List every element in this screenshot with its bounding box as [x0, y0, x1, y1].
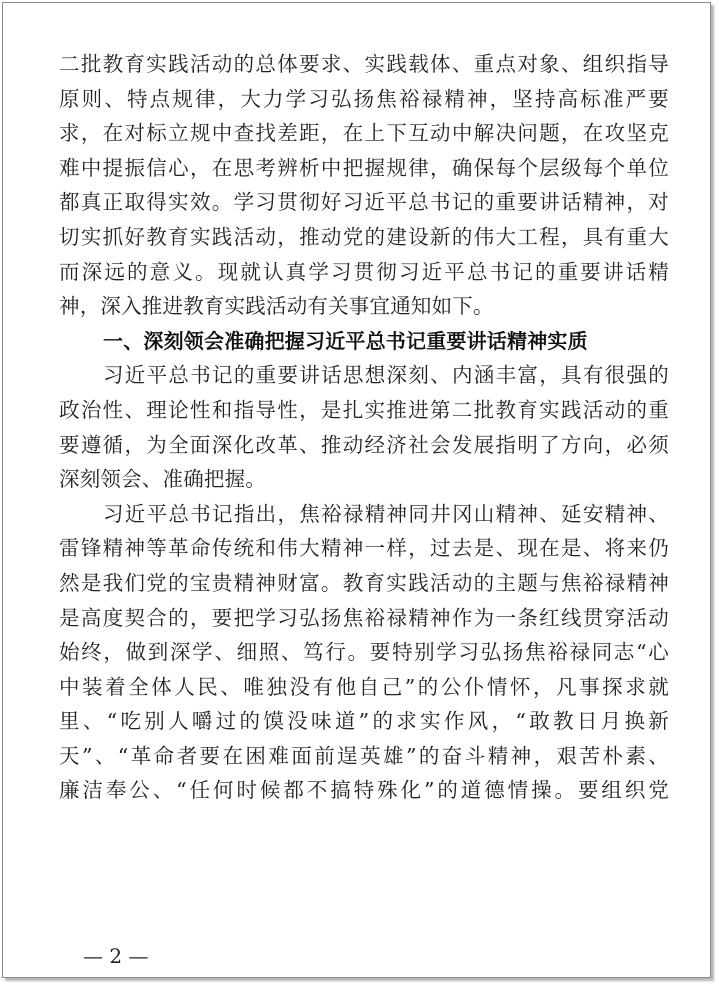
text-line: 是高度契合的，要把学习弘扬焦裕禄精神作为一条红线贯穿活动 — [59, 605, 669, 630]
text-line: 然是我们党的宝贵精神财富。教育实践活动的主题与焦裕禄精神 — [59, 570, 669, 595]
text-line: 都真正取得实效。学习贯彻好习近平总书记的重要讲话精神，对 — [59, 190, 669, 215]
text-line: 要遵循，为全面深化改革、推动经济社会发展指明了方向，必须 — [59, 432, 669, 457]
text-line: 求，在对标立规中查找差距，在上下互动中解决问题，在攻坚克 — [59, 121, 669, 146]
text-line: 难中提振信心，在思考辨析中把握规律，确保每个层级每个单位 — [59, 155, 669, 180]
document-body — [59, 47, 669, 808]
text-line: 神，深入推进教育实践活动有关事宜通知如下。 — [59, 294, 494, 319]
text-line: 原则、特点规律，大力学习弘扬焦裕禄精神，坚持高标准严要 — [59, 86, 669, 111]
text-line: 深刻领会、准确把握。 — [59, 467, 266, 492]
page-number: — 2 — — [83, 944, 149, 968]
text-line: 习近平总书记的重要讲话思想深刻、内涵丰富，具有很强的 — [103, 363, 669, 388]
text-line: 切实抓好教育实践活动，推动党的建设新的伟大工程，具有重大 — [59, 224, 669, 249]
text-line: 天”、“革命者要在困难面前逞英雄”的奋斗精神，艰苦朴素、 — [59, 743, 669, 768]
text-line: 而深远的意义。现就认真学习贯彻习近平总书记的重要讲话精 — [59, 259, 669, 284]
text-line: 里、“吃别人嚼过的馍没味道”的求实作风，“敢教日月换新 — [59, 709, 669, 734]
text-line: 习近平总书记指出，焦裕禄精神同井冈山精神、延安精神、 — [103, 501, 669, 526]
text-line: 始终，做到深学、细照、笃行。要特别学习弘扬焦裕禄同志“心 — [59, 640, 669, 665]
text-line: 二批教育实践活动的总体要求、实践载体、重点对象、组织指导 — [59, 52, 669, 76]
document-page — [2, 2, 711, 978]
text-line: 廉洁奉公、“任何时候都不搞特殊化”的道德情操。要组织党 — [59, 778, 669, 803]
text-line: 雷锋精神等革命传统和伟大精神一样，过去是、现在是、将来仍 — [59, 536, 669, 561]
text-line: 中装着全体人民、唯独没有他自己”的公仆情怀，凡事探求就 — [59, 674, 669, 699]
section-heading: 一、深刻领会准确把握习近平总书记重要讲话精神实质 — [103, 328, 588, 353]
text-line: 政治性、理论性和指导性，是扎实推进第二批教育实践活动的重 — [59, 397, 669, 422]
